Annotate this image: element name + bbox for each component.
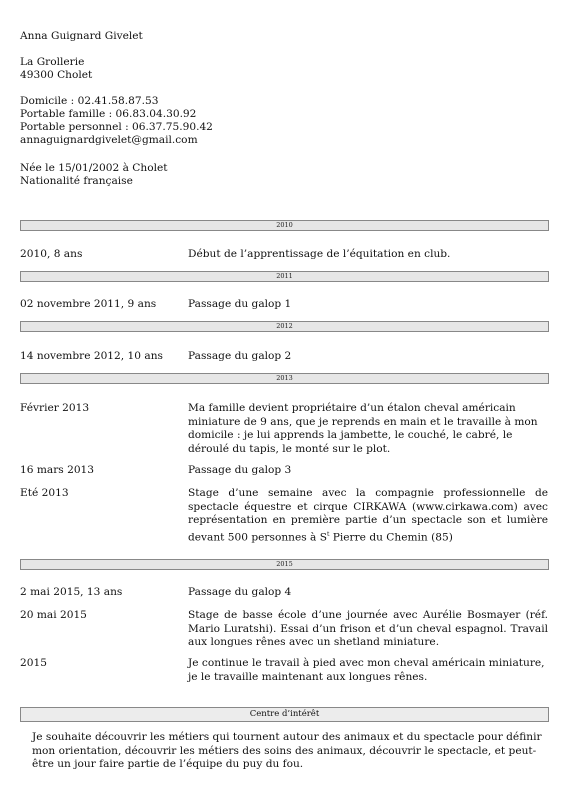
entry-label: 02 novembre 2011, 9 ans [20, 298, 157, 310]
phone-home: Domicile : 02.41.58.87.53 [20, 95, 159, 107]
entry-label: 2010, 8 ans [20, 248, 83, 260]
entry-text: Passage du galop 1 [188, 298, 292, 310]
entry-text: Stage de basse école d’une journée avec Aurélie Bosmayer (réf. Mario Luratshi). Essai d’un frison et d’un cheval espagnol. Travail aux longues rênes avec un shetland miniature. [188, 609, 548, 648]
entry-label: 20 mai 2015 [20, 609, 87, 621]
birth-info: Née le 15/01/2002 à Cholet [20, 162, 168, 174]
entry-text: Début de l’apprentissage de l’équitation en club. [188, 248, 451, 260]
entry-text: Ma famille devient propriétaire d’un étalon cheval américain miniature de 9 ans, que je reprends en main et le travaille à mon domicile : je lui apprends la jambette, le couché, le cabré, le déroulé du tapis, le monté sur le plot. [188, 402, 538, 455]
interest-text: Je souhaite découvrir les métiers qui tournent autour des animaux et du spectacle pour définir mon orientation, découvrir les métiers des soins des animaux, découvrir le spectacle, et peut-être un jour faire partie de l’équipe du puy du fou. [32, 731, 542, 770]
entry-label: Février 2013 [20, 402, 90, 414]
entry-text: Passage du galop 3 [188, 464, 292, 476]
interest-section-header: Centre d’intérêt [20, 707, 549, 722]
candidate-name: Anna Guignard Givelet [20, 30, 143, 42]
year-bar-2011: 2011 [20, 271, 549, 282]
nationality: Nationalité française [20, 175, 133, 187]
entry-text: Passage du galop 4 [188, 586, 292, 598]
year-bar-2013: 2013 [20, 373, 549, 384]
entry-text: Je continue le travail à pied avec mon cheval américain miniature, je le travaille maintenant aux longues rênes. [188, 657, 545, 683]
entry-label: 2 mai 2015, 13 ans [20, 586, 123, 598]
phone-personal: Portable personnel : 06.37.75.90.42 [20, 121, 213, 133]
address-line-1: La Grollerie [20, 56, 85, 68]
year-bar-2012: 2012 [20, 321, 549, 332]
email: annaguignardgivelet@gmail.com [20, 134, 198, 146]
entry-label: Eté 2013 [20, 487, 69, 499]
year-bar-2015: 2015 [20, 559, 549, 570]
entry-label: 2015 [20, 657, 47, 669]
address-line-2: 49300 Cholet [20, 69, 93, 81]
entry-text: Stage d’une semaine avec la compagnie professionnelle de spectacle équestre et cirque CIRKAWA (www.cirkawa.com) avec représentation en première partie d’un spectacle son et lumière devant 500 personnes à $S^t$ Pierre du Chemin (85) [188, 487, 548, 544]
entry-label: 16 mars 2013 [20, 464, 95, 476]
year-bar-2010: 2010 [20, 220, 549, 231]
phone-family: Portable famille : 06.83.04.30.92 [20, 108, 197, 120]
entry-label: 14 novembre 2012, 10 ans [20, 350, 163, 362]
entry-text: Passage du galop 2 [188, 350, 292, 362]
